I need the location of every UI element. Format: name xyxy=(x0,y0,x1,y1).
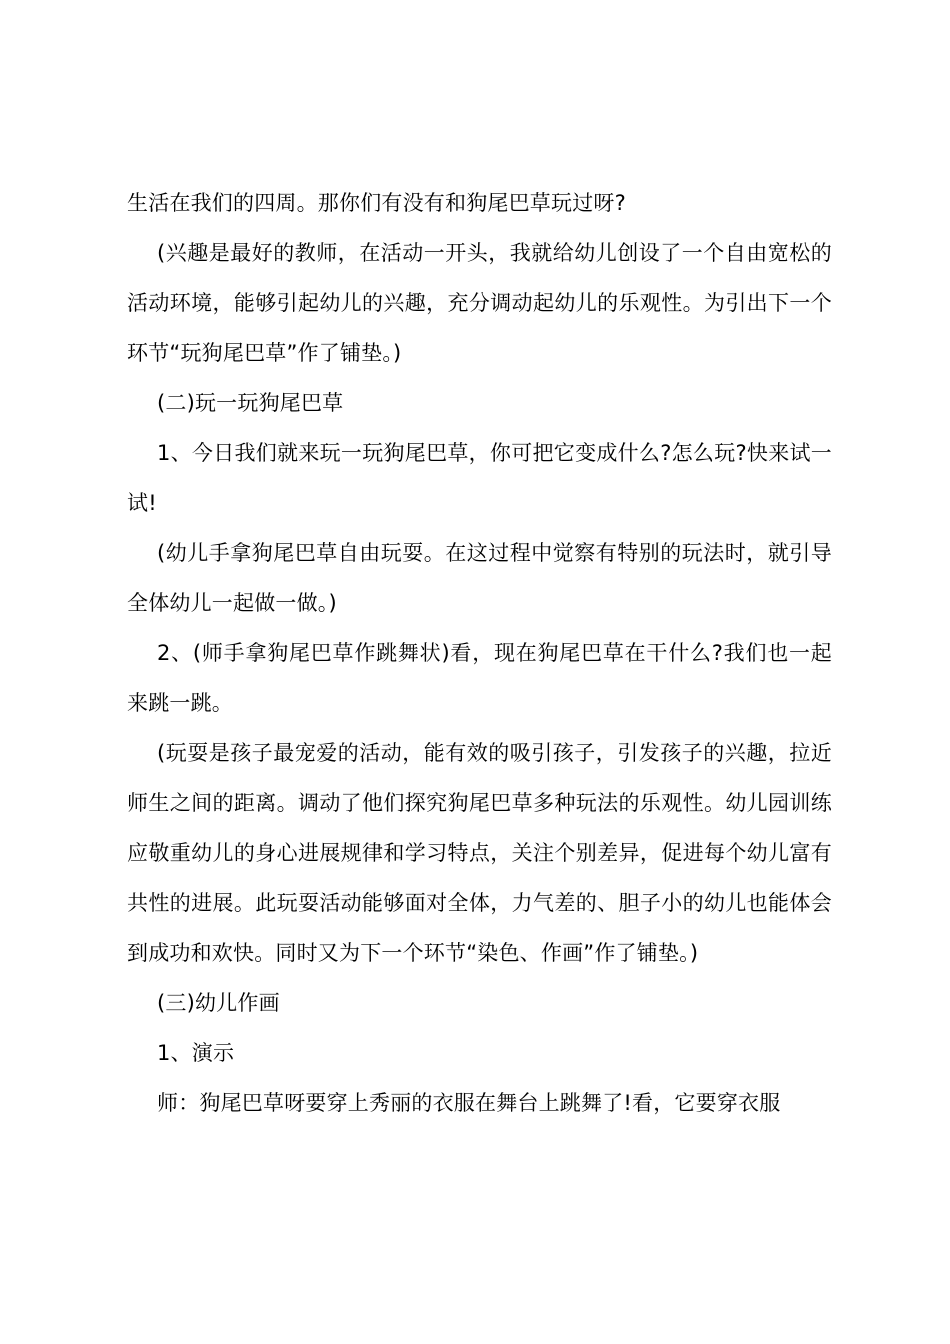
paragraph-step-2: 2、(师手拿狗尾巴草作跳舞状)看，现在狗尾巴草在干什么?我们也一起来跳一跳。 xyxy=(127,641,832,715)
paragraph-free-play-note: (幼儿手拿狗尾巴草自由玩耍。在这过程中觉察有特别的玩法时，就引导全体幼儿一起做一做。) xyxy=(127,541,832,615)
paragraph-step-1: 1、今日我们就来玩一玩狗尾巴草，你可把它变成什么?怎么玩?快来试一试! xyxy=(127,441,832,515)
section-heading-drawing: (三)幼儿作画 xyxy=(157,991,280,1015)
paragraph-continuation: 生活在我们的四周。那你们有没有和狗尾巴草玩过呀? xyxy=(127,191,626,215)
document-body xyxy=(127,178,832,1128)
paragraph-teacher-line: 师：狗尾巴草呀要穿上秀丽的衣服在舞台上跳舞了!看，它要穿衣服 xyxy=(157,1091,781,1115)
paragraph-demo-heading: 1、演示 xyxy=(157,1041,235,1065)
section-heading-play: (二)玩一玩狗尾巴草 xyxy=(157,391,344,415)
paragraph-interest-note: (兴趣是最好的教师，在活动一开头，我就给幼儿创设了一个自由宽松的活动环境，能够引起幼儿的兴趣，充分调动起幼儿的乐观性。为引出下一个环节“玩狗尾巴草”作了铺垫。) xyxy=(127,241,832,365)
paragraph-play-note: (玩耍是孩子最宠爱的活动，能有效的吸引孩子，引发孩子的兴趣，拉近师生之间的距离。调动了他们探究狗尾巴草多种玩法的乐观性。幼儿园训练应敬重幼儿的身心进展规律和学习特点，关注个别差异，促进每个幼儿富有共性的进展。此玩耍活动能够面对全体，力气差的、胆子小的幼儿也能体会到成功和欢快。同时又为下一个环节“染色、作画”作了铺垫。) xyxy=(127,741,832,965)
